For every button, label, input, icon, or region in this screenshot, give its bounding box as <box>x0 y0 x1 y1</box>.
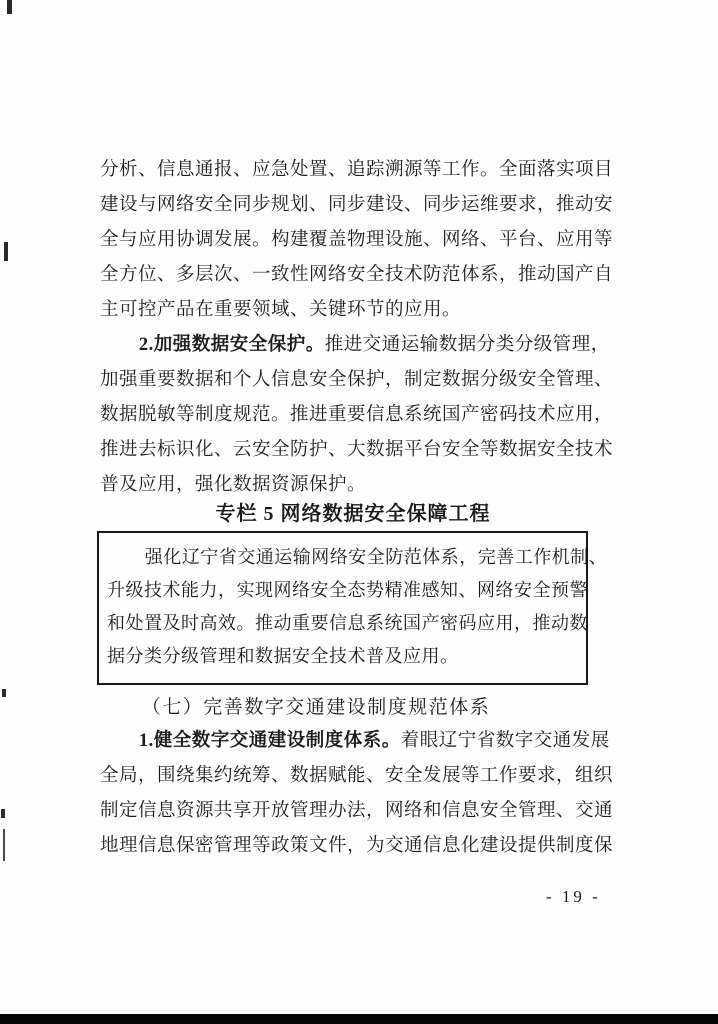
paragraph-lead-rest: 推进交通运输数据分类分级管理， <box>324 335 610 355</box>
text-line: 全方位、多层次、一致性网络安全技术防范体系，推动国产自 <box>100 265 614 285</box>
text-line <box>100 724 610 759</box>
scan-artifact <box>4 242 8 261</box>
scan-bottom-bar <box>0 1014 718 1024</box>
paragraph-data-security <box>100 328 614 503</box>
box-text-line: 据分类分级管理和数据安全技术普及应用。 <box>107 646 459 666</box>
text-line: 普及应用，强化数据资源保护。 <box>100 475 367 495</box>
paragraph-lead-bold: 1.健全数字交通建设制度体系。 <box>138 731 401 751</box>
text-line: 地理信息保密管理等政策文件，为交通信息化建设提供制度保 <box>100 836 614 856</box>
text-line: 推进去标识化、云安全防护、大数据平台安全等数据安全技术 <box>100 440 614 460</box>
paragraph-lead-rest: 着眼辽宁省数字交通发展 <box>400 731 610 751</box>
scan-artifact <box>3 829 5 861</box>
page-number: - 19 - <box>546 887 601 906</box>
scan-artifact <box>7 0 12 14</box>
text-line: 建设与网络安全同步规划、同步建设、同步运维要求，推动安 <box>100 195 614 215</box>
text-line: 主可控产品在重要领域、关键环节的应用。 <box>100 300 462 320</box>
column-box <box>97 531 608 685</box>
box-text-line: 强化辽宁省交通运输网络安全防范体系，完善工作机制、 <box>144 547 608 567</box>
scan-artifact <box>2 689 6 697</box>
section-heading: （七）完善数字交通建设制度规范体系 <box>141 697 491 718</box>
text-line: 数据脱敏等制度规范。推进重要信息系统国产密码技术应用， <box>100 405 614 425</box>
text-column <box>100 153 614 873</box>
text-line <box>100 328 610 363</box>
paragraph-network-security <box>100 153 614 328</box>
text-line: 制定信息资源共享开放管理办法，网络和信息安全管理、交通 <box>100 801 614 821</box>
box-text-line: 升级技术能力，实现网络安全态势精准感知、网络安全预警 <box>107 580 588 600</box>
scan-artifact <box>1 809 5 818</box>
text-line: 加强重要数据和个人信息安全保护，制定数据分级安全管理、 <box>100 370 614 390</box>
text-line: 分析、信息通报、应急处置、追踪溯源等工作。全面落实项目 <box>100 160 614 180</box>
column-box-title: 专栏 5 网络数据安全保障工程 <box>215 503 491 525</box>
paragraph-institution-system <box>100 724 614 864</box>
text-line: 全局，围绕集约统筹、数据赋能、安全发展等工作要求，组织 <box>100 766 614 786</box>
box-text-line: 和处置及时高效。推动重要信息系统国产密码应用，推动数 <box>107 613 588 633</box>
paragraph-lead-bold: 2.加强数据安全保护。 <box>138 335 325 355</box>
text-line: 全与应用协调发展。构建覆盖物理设施、网络、平台、应用等 <box>100 230 614 250</box>
